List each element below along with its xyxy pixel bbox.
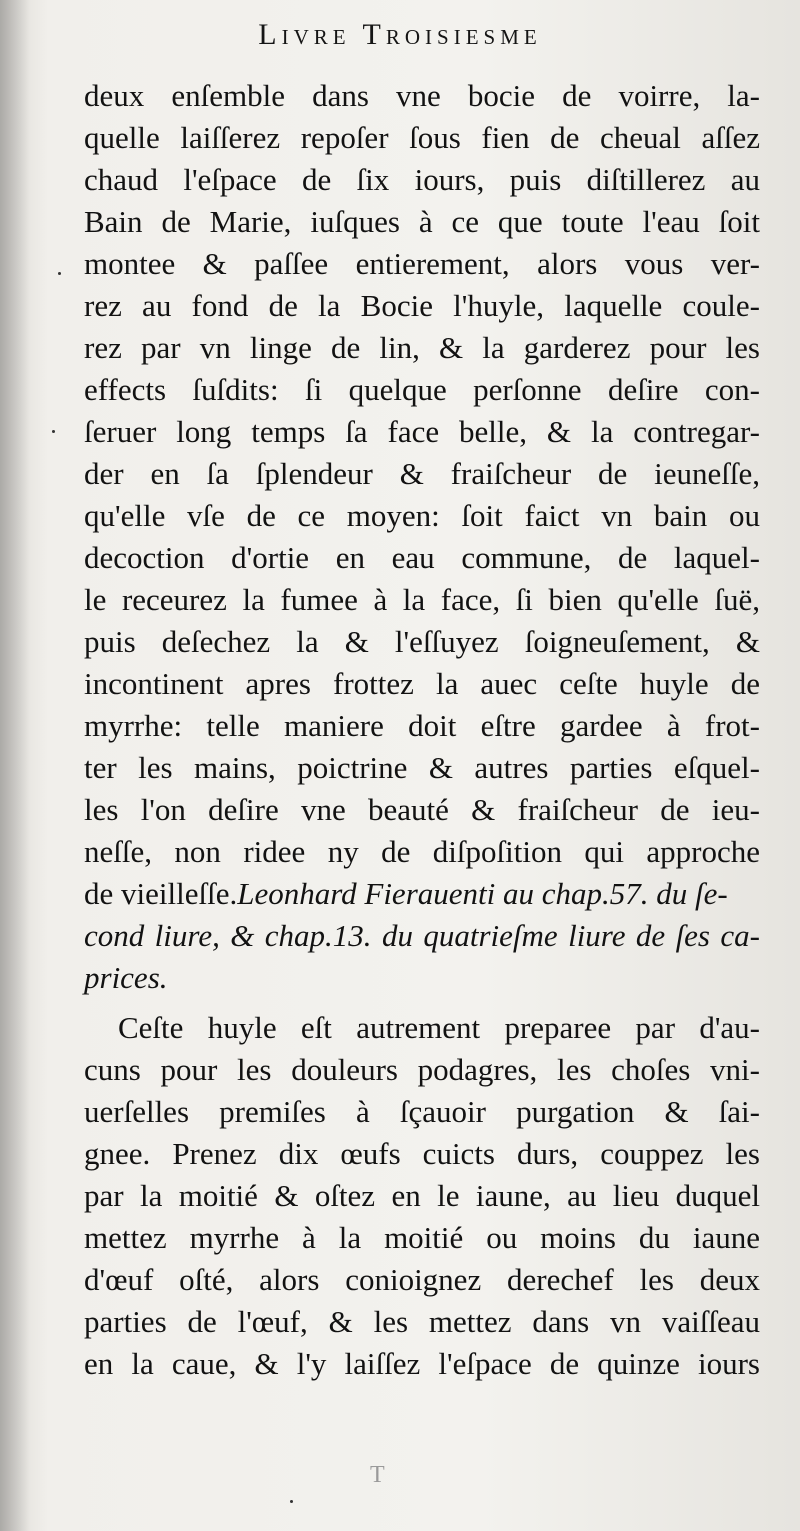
text-line: myrrhe: telle maniere doit eſtre gardee à frot- <box>84 708 760 743</box>
text-line: Bain de Marie, iuſques à ce que toute l'eau ſoit <box>84 204 760 239</box>
text-line: d'œuf oſté, alors conioignez derechef les deux <box>84 1262 760 1297</box>
text-line: decoction d'ortie en eau commune, de laquel- <box>84 540 760 575</box>
text-line: der en ſa ſplendeur & fraiſcheur de ieuneſſe, <box>84 456 760 491</box>
text-line: rez au fond de la Bocie l'huyle, laquelle coule- <box>84 288 760 323</box>
text-line: qu'elle vſe de ce moyen: ſoit faict vn bain ou <box>84 498 760 533</box>
text-line: uerſelles premiſes à ſçauoir purgation & ſai- <box>84 1094 760 1129</box>
ink-speck <box>290 1500 293 1503</box>
text-line: chaud l'eſpace de ſix iours, puis diſtillerez au <box>84 162 760 197</box>
signature-mark: T <box>370 1462 385 1488</box>
text-line: gnee. Prenez dix œufs cuicts durs, couppez les <box>84 1136 760 1171</box>
text-line: neſſe, non ridee ny de diſpoſition qui approche <box>84 834 760 869</box>
text-line: deux enſemble dans vne bocie de voirre, la- <box>84 78 760 113</box>
text-line: effects ſuſdits: ſi quelque perſonne deſire con- <box>84 372 760 407</box>
text-line: ſeruer long temps ſa face belle, & la contregar- <box>84 414 760 449</box>
text-line: montee & paſſee entierement, alors vous ver- <box>84 246 760 281</box>
text-line: par la moitié & oſtez en le iaune, au lieu duquel <box>84 1178 760 1213</box>
text-line: mettez myrrhe à la moitié ou moins du iaune <box>84 1220 760 1255</box>
text-line: puis deſechez la & l'eſſuyez ſoigneuſement, & <box>84 624 760 659</box>
text-line: cuns pour les douleurs podagres, les choſes vni- <box>84 1052 760 1087</box>
ink-speck <box>58 272 61 275</box>
text-line-end: de vieilleſſe. <box>84 876 238 911</box>
text-line: incontinent apres frottez la auec ceſte huyle de <box>84 666 760 701</box>
text-line: en la caue, & l'y laiſſez l'eſpace de quinze iours <box>84 1346 760 1381</box>
text-line: les l'on deſire vne beauté & fraiſcheur de ieu- <box>84 792 760 827</box>
citation-line: cond liure, & chap.13. du quatrieſme liure de ſes ca- <box>84 918 760 953</box>
text-line: ter les mains, poictrine & autres parties eſquel- <box>84 750 760 785</box>
text-line: parties de l'œuf, & les mettez dans vn vaiſſeau <box>84 1304 760 1339</box>
text-line: quelle laiſſerez repoſer ſous fien de cheual aſſez <box>84 120 760 155</box>
text-line: rez par vn linge de lin, & la garderez pour les <box>84 330 760 365</box>
text-line: le receurez la fumee à la face, ſi bien qu'elle ſuë, <box>84 582 760 617</box>
citation-text: Leonhard Fierauenti au chap.57. du ſe- <box>237 876 728 911</box>
paragraph-first-line: Ceſte huyle eſt autrement preparee par d'au- <box>118 1010 760 1045</box>
running-head: Livre Troisiesme <box>258 18 542 51</box>
text-line-with-citation <box>84 874 728 914</box>
ink-speck <box>52 430 55 433</box>
citation-line: prices. <box>84 960 168 995</box>
gutter-shadow <box>0 0 30 1531</box>
